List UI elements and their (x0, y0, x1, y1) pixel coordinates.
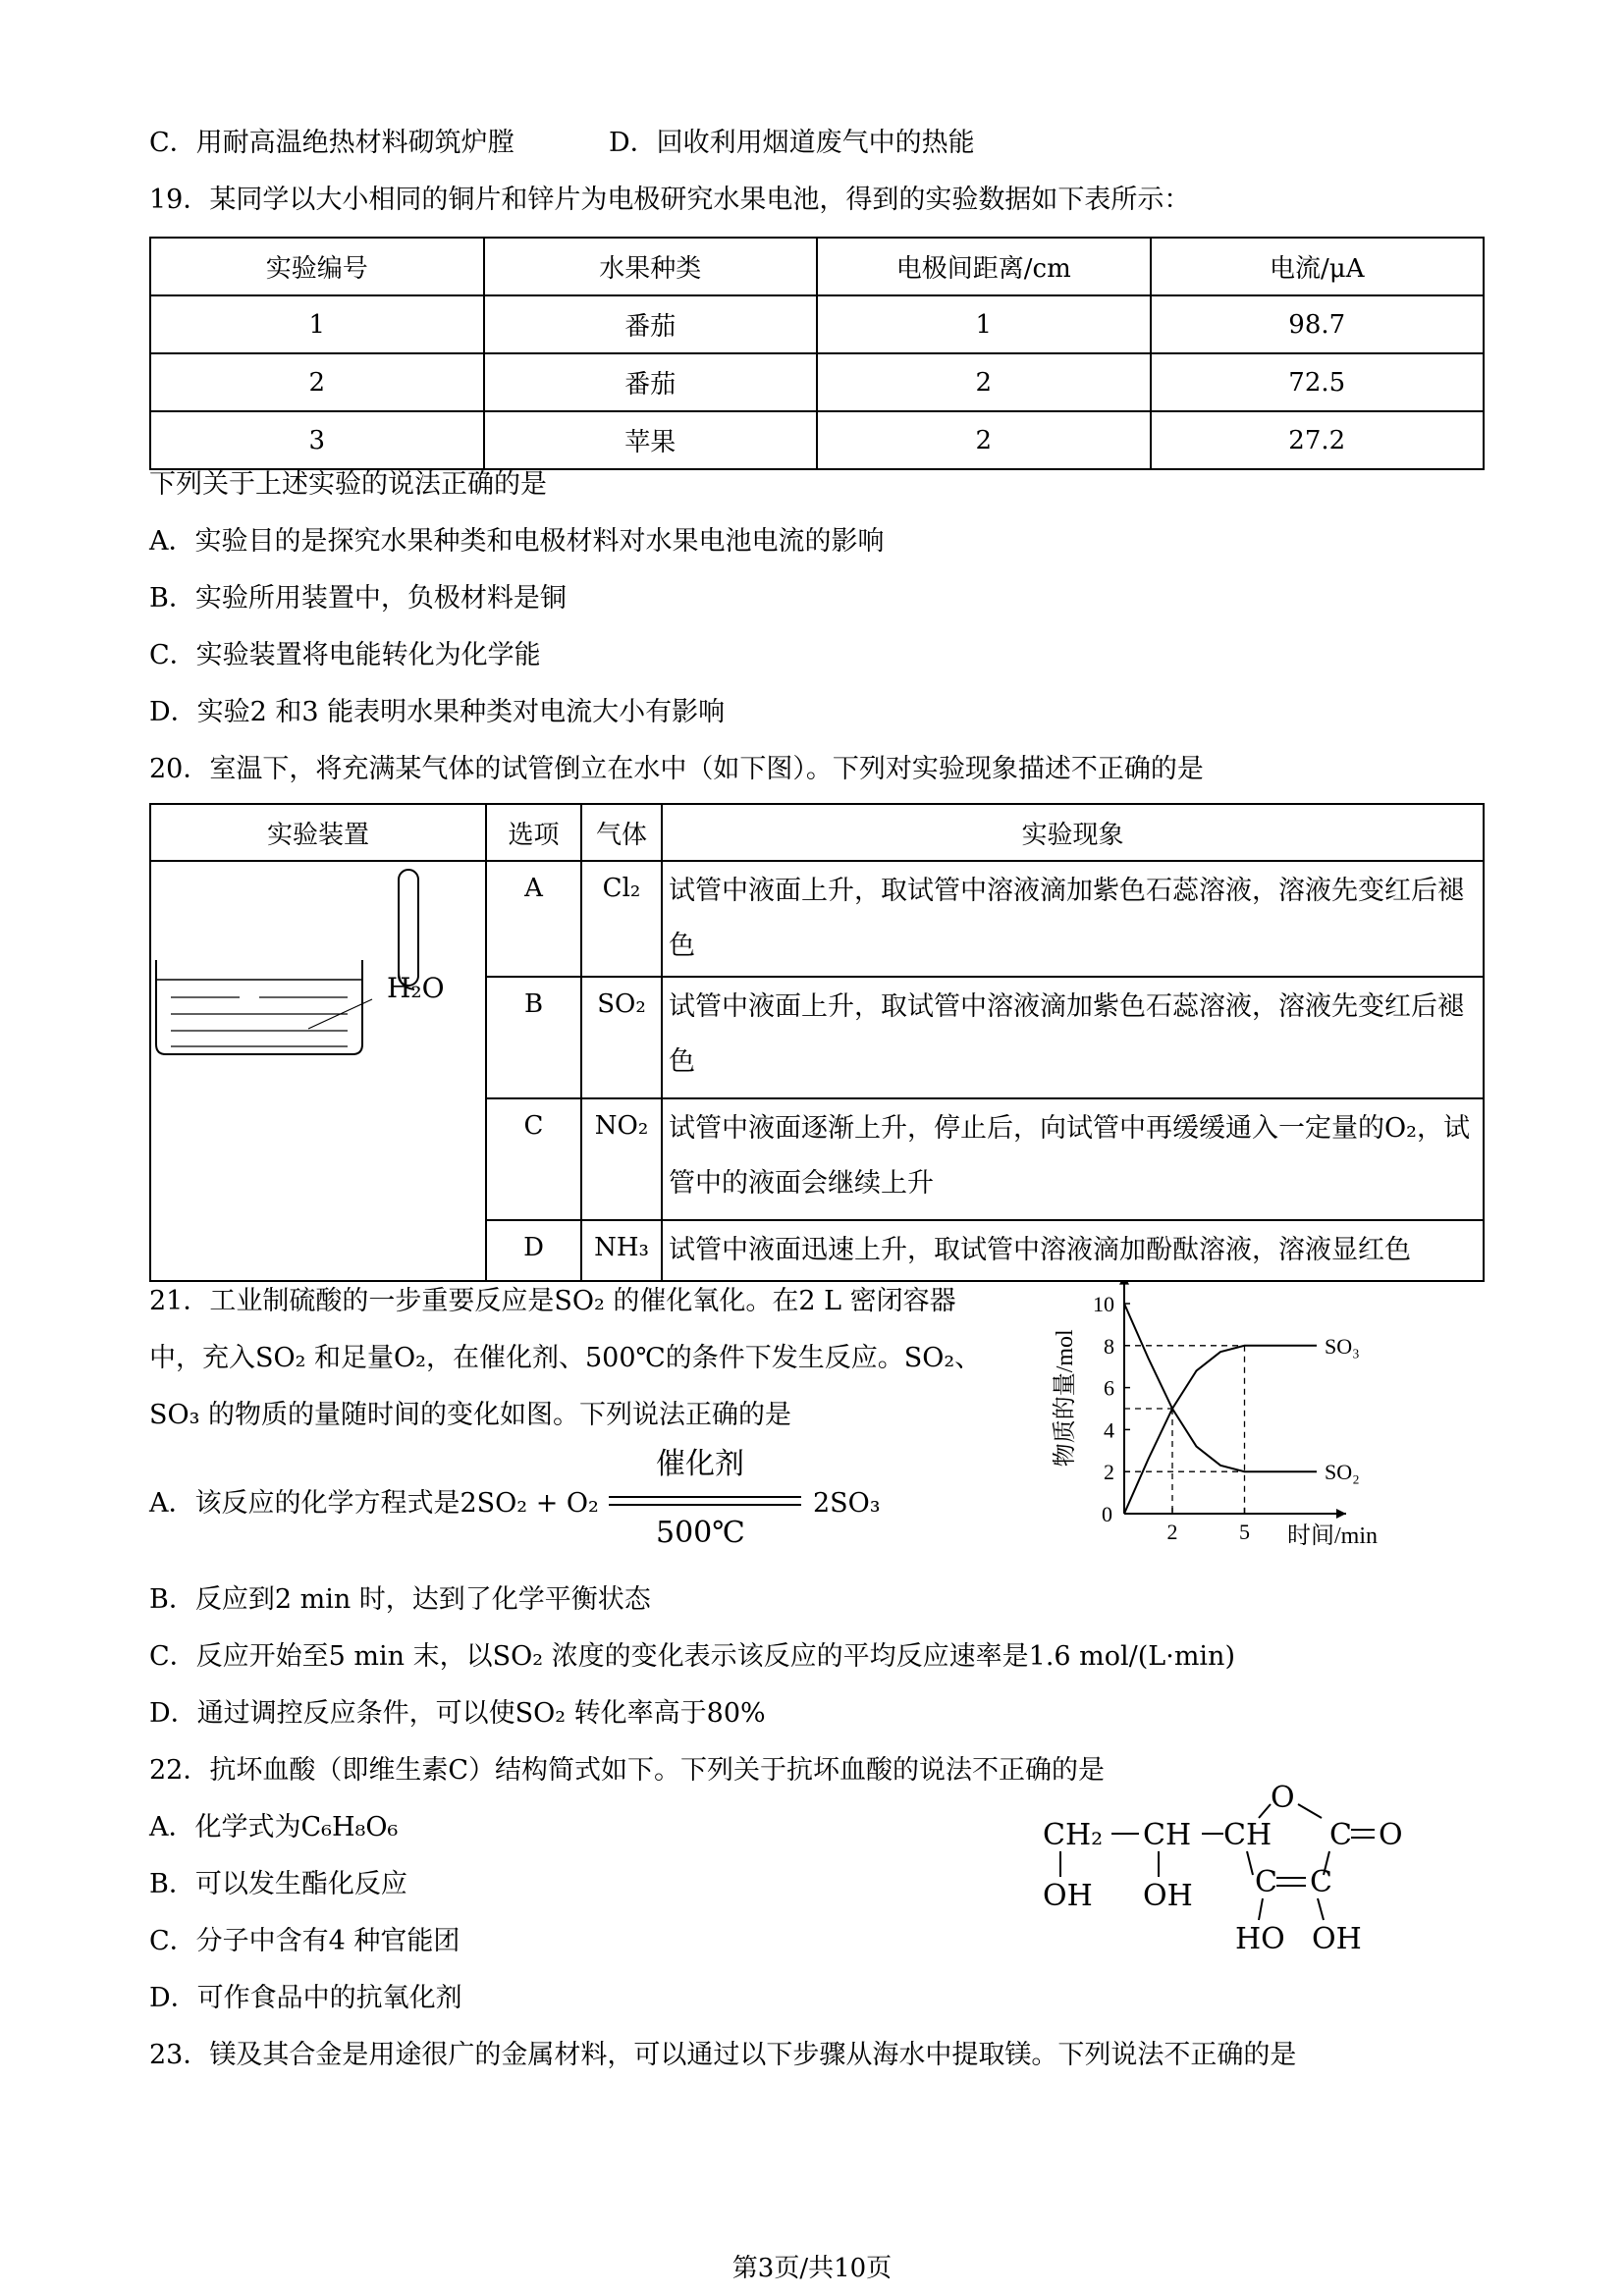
table-header: 气体 (581, 804, 662, 861)
table-cell: 3 (150, 411, 484, 469)
y-tick-label: 10 (1093, 1292, 1114, 1316)
q21-option-c: C．反应开始至5 min 末，以SO₂ 浓度的变化表示该反应的平均反应速率是1.6 mol/(L·min) (149, 1641, 1235, 1672)
table-header: 实验装置 (150, 804, 486, 861)
table-header: 电流/μA (1151, 238, 1485, 295)
x-axis-arrow (1336, 1509, 1346, 1519)
table-row (150, 861, 1484, 977)
q21-option-a-prefix: A．该反应的化学方程式是2SO₂ + O₂ (149, 1488, 599, 1519)
series-label: SO₃ (1325, 1333, 1360, 1359)
carbonyl-oxygen: O (1379, 1818, 1403, 1852)
phenomenon-text: 试管中液面上升，取试管中溶液滴加紫色石蕊溶液，溶液先变红后褪色 (662, 861, 1484, 977)
q21-option-d: D．通过调控反应条件，可以使SO₂ 转化率高于80% (149, 1698, 766, 1729)
table-cell: 2 (150, 353, 484, 411)
q19-stem: 19．某同学以大小相同的铜片和锌片为电极研究水果电池，得到的实验数据如下表所示： (149, 185, 1191, 215)
oh-3: OH (1312, 1922, 1362, 1956)
table-header: 水果种类 (484, 238, 818, 295)
apparatus-cell (150, 861, 486, 1281)
y-tick-label: 2 (1104, 1460, 1114, 1485)
gas-label: SO₂ (581, 977, 662, 1098)
table-cell: 苹果 (484, 411, 818, 469)
table-header-row (150, 804, 1484, 861)
series-line (1124, 1304, 1317, 1471)
ch2-group: CH₂ (1043, 1818, 1104, 1852)
option-d-top: D．回收利用烟道废气中的热能 (609, 128, 975, 158)
x-tick-label: 5 (1239, 1520, 1250, 1544)
mole-time-chart (1051, 1280, 1483, 1565)
ring-ch: CH (1223, 1818, 1272, 1852)
q19-option-a: A．实验目的是探究水果种类和电极材料对水果电池电流的影响 (149, 526, 885, 557)
x-axis-label: 时间/min (1287, 1523, 1379, 1549)
y-axis-label: 物质的量/mol (1053, 1329, 1078, 1468)
table-cell: 27.2 (1151, 411, 1485, 469)
table-cell: 1 (150, 295, 484, 353)
origin-label: 0 (1102, 1502, 1112, 1526)
water-label: H₂O (387, 972, 445, 1004)
option-label: D (486, 1220, 581, 1281)
table-header: 选项 (486, 804, 581, 861)
phenomenon-text: 试管中液面上升，取试管中溶液滴加紫色石蕊溶液，溶液先变红后褪色 (662, 977, 1484, 1098)
test-tube (399, 870, 418, 986)
series-label: SO₂ (1325, 1460, 1360, 1485)
y-tick-label: 4 (1104, 1417, 1114, 1443)
option-label: B (486, 977, 581, 1098)
test-tube-apparatus (151, 862, 485, 1284)
ascorbic-acid-structure (1031, 1781, 1443, 2002)
oh-2: OH (1143, 1879, 1193, 1913)
table-header: 电极间距离/cm (817, 238, 1151, 295)
ring-c-left: C (1255, 1865, 1277, 1899)
y-tick-label: 8 (1104, 1333, 1114, 1359)
table-row (150, 295, 1484, 353)
reaction-equals-sign (609, 1492, 805, 1512)
q19-table (149, 237, 1485, 470)
q21-stem-line-2: 中，充入SO₂ 和足量O₂，在催化剂、500℃的条件下发生反应。SO₂、 (149, 1343, 982, 1373)
q21-stem-line-1: 21．工业制硫酸的一步重要反应是SO₂ 的催化氧化。在2 L 密闭容器 (149, 1286, 956, 1316)
table-header-row (150, 238, 1484, 295)
option-label: C (486, 1098, 581, 1220)
table-cell: 2 (817, 411, 1151, 469)
q19-option-d: D．实验2 和3 能表明水果种类对电流大小有影响 (149, 697, 726, 727)
series-line (1124, 1346, 1317, 1514)
q20-stem: 20．室温下，将充满某气体的试管倒立在水中（如下图）。下列对实验现象描述不正确的是 (149, 754, 1204, 784)
table-cell: 72.5 (1151, 353, 1485, 411)
q21-option-b: B．反应到2 min 时，达到了化学平衡状态 (149, 1584, 651, 1615)
q19-option-c: C．实验装置将电能转化为化学能 (149, 640, 541, 670)
ch-group: CH (1143, 1818, 1192, 1852)
table-cell: 98.7 (1151, 295, 1485, 353)
product-label: 2SO₃ (813, 1488, 881, 1519)
gas-label: NH₃ (581, 1220, 662, 1281)
q19-question: 下列关于上述实验的说法正确的是 (149, 469, 547, 500)
ring-c-right: C (1310, 1865, 1332, 1899)
phenomenon-text: 试管中液面迅速上升，取试管中溶液滴加酚酞溶液，溶液显红色 (662, 1220, 1484, 1281)
option-c-top: C．用耐高温绝热材料砌筑炉膛 (149, 128, 514, 158)
temperature-label: 500℃ (656, 1516, 745, 1550)
ring-oxygen: O (1271, 1781, 1295, 1815)
table-header: 实验现象 (662, 804, 1484, 861)
q22-option-d: D．可作食品中的抗氧化剂 (149, 1983, 462, 2013)
q23-stem: 23．镁及其合金是用途很广的金属材料，可以通过以下步骤从海水中提取镁。下列说法不正确的是 (149, 2040, 1297, 2070)
q22-option-a: A．化学式为C₆H₈O₆ (149, 1812, 399, 1842)
carbonyl-carbon: C (1329, 1818, 1352, 1852)
y-tick-label: 6 (1104, 1375, 1114, 1401)
ho-group: HO (1235, 1922, 1285, 1956)
y-axis-arrow (1119, 1280, 1129, 1285)
q22-option-b: B．可以发生酯化反应 (149, 1869, 407, 1899)
oh-1: OH (1043, 1879, 1093, 1913)
catalyst-label: 催化剂 (656, 1447, 744, 1481)
table-cell: 番茄 (484, 353, 818, 411)
q22-stem: 22．抗坏血酸（即维生素C）结构简式如下。下列关于抗坏血酸的说法不正确的是 (149, 1755, 1106, 1786)
table-cell: 2 (817, 353, 1151, 411)
q20-table (149, 803, 1485, 1282)
q22-option-c: C．分子中含有4 种官能团 (149, 1926, 460, 1956)
table-cell: 1 (817, 295, 1151, 353)
phenomenon-text: 试管中液面逐渐上升，停止后，向试管中再缓缓通入一定量的O₂，试管中的液面会继续上升 (662, 1098, 1484, 1220)
option-label: A (486, 861, 581, 977)
water-trough (156, 960, 362, 1054)
q19-option-b: B．实验所用装置中，负极材料是铜 (149, 583, 567, 614)
gas-label: Cl₂ (581, 861, 662, 977)
table-header: 实验编号 (150, 238, 484, 295)
table-cell: 番茄 (484, 295, 818, 353)
table-row (150, 411, 1484, 469)
page-footer: 第3页/共10页 (731, 2254, 893, 2283)
gas-label: NO₂ (581, 1098, 662, 1220)
table-row (150, 353, 1484, 411)
x-tick-label: 2 (1166, 1520, 1178, 1544)
q21-stem-line-3: SO₃ 的物质的量随时间的变化如图。下列说法正确的是 (149, 1400, 792, 1430)
